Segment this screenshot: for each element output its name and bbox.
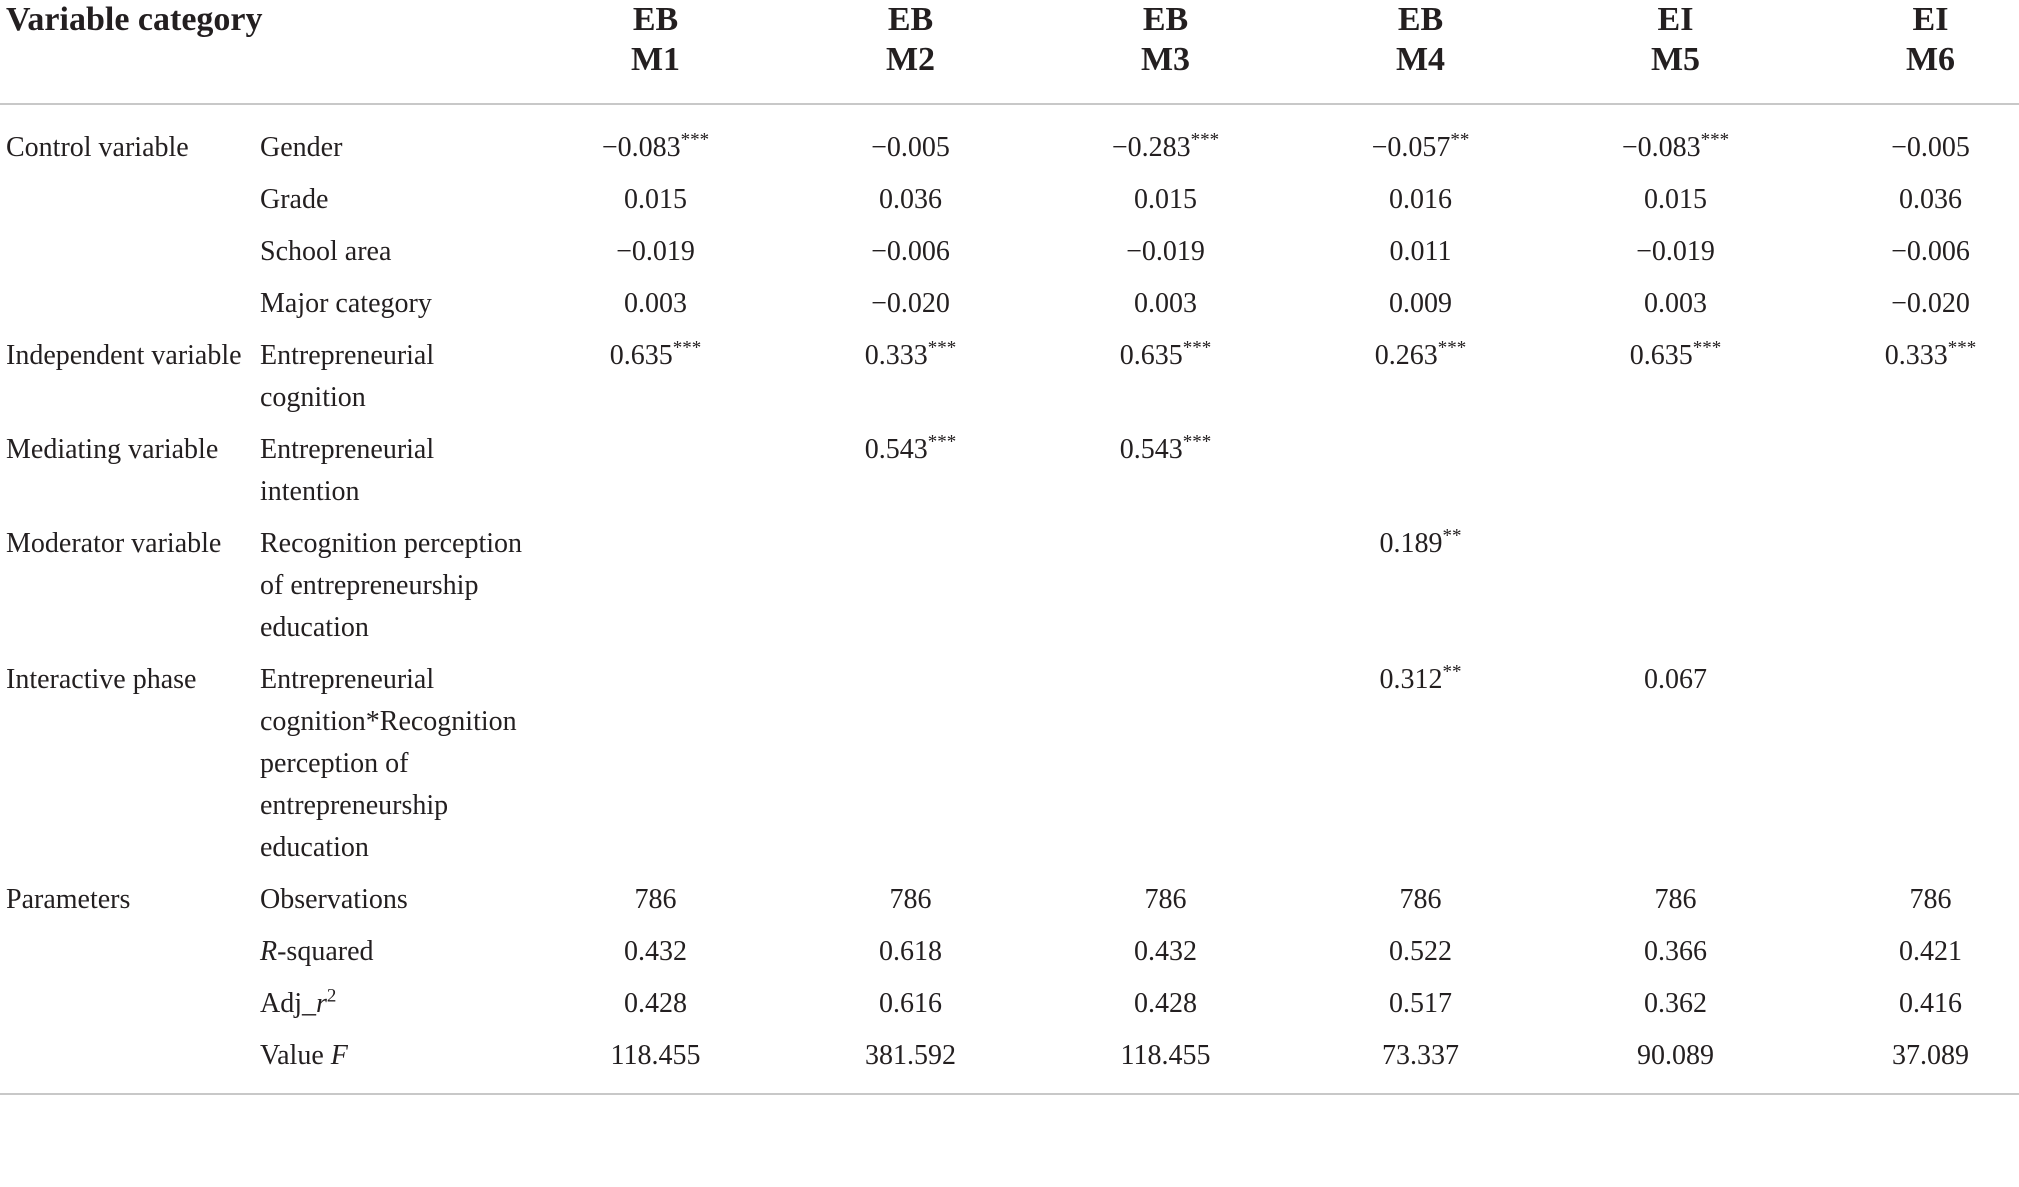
coefficient-cell-m4: 0.522 — [1389, 936, 1453, 967]
coefficient-cell-m1: −0.019 — [616, 236, 695, 267]
table-row — [0, 226, 2019, 278]
table-row — [0, 278, 2019, 330]
coefficient-cell-m6 — [1803, 424, 2019, 518]
coefficient-cell-m2: −0.006 — [871, 236, 950, 267]
model-header-dependent: EB — [1397, 1, 1444, 38]
coefficient-cell-m4: 786 — [1399, 884, 1442, 915]
model-header-label: M5 — [1650, 41, 1701, 78]
table-row — [0, 424, 2019, 518]
variable-category-cell: Interactive phase — [6, 664, 197, 695]
coefficient-cell-m4: 0.517 — [1389, 988, 1453, 1019]
model-header-dependent: EB — [1142, 1, 1189, 38]
table-row — [0, 654, 2019, 874]
coefficient-cell-m1: −0.083*** — [601, 129, 710, 163]
coefficient-cell-m2 — [783, 654, 1038, 874]
model-header-m2 — [783, 0, 1038, 104]
variable-name-cell: School area — [260, 236, 392, 267]
model-header-m4 — [1293, 0, 1548, 104]
table-row — [0, 978, 2019, 1030]
table-row — [0, 174, 2019, 226]
coefficient-cell-m5: −0.083*** — [1621, 129, 1730, 163]
variable-category-cell: Control variable — [6, 132, 189, 163]
model-header-label: M1 — [630, 41, 681, 78]
model-header-label: M6 — [1905, 41, 1956, 78]
variable-category-cell — [0, 278, 254, 330]
coefficient-cell-m3: 0.432 — [1134, 936, 1198, 967]
model-header-m5 — [1548, 0, 1803, 104]
variable-name-cell: Recognition perception of entrepreneurship education — [260, 528, 523, 643]
coefficient-cell-m2: 0.036 — [879, 184, 943, 215]
variable-name-cell: R-squared — [260, 936, 374, 967]
header-row — [0, 0, 2019, 104]
coefficient-cell-m6: 37.089 — [1803, 1030, 2019, 1094]
coefficient-cell-m6: −0.020 — [1891, 288, 1970, 319]
coefficient-cell-m2: 381.592 — [783, 1030, 1038, 1094]
coefficient-cell-m2 — [783, 518, 1038, 654]
table-row — [0, 518, 2019, 654]
variable-category-cell — [0, 1030, 254, 1094]
table-row — [0, 330, 2019, 424]
variable-category-cell: Moderator variable — [6, 528, 222, 559]
coefficient-cell-m1 — [528, 654, 783, 874]
variable-name-cell: Entrepreneurial intention — [260, 434, 435, 507]
coefficient-cell-m1: 0.003 — [624, 288, 688, 319]
coefficient-cell-m4: 0.009 — [1389, 288, 1453, 319]
coefficient-cell-m5: 786 — [1654, 884, 1697, 915]
model-header-label: M4 — [1395, 41, 1446, 78]
coefficient-cell-m4: 0.016 — [1389, 184, 1453, 215]
variable-name-cell: Major category — [260, 288, 432, 319]
coefficient-cell-m5: 0.067 — [1644, 664, 1708, 695]
coefficient-cell-m3: 0.015 — [1134, 184, 1198, 215]
coefficient-cell-m4: 0.011 — [1389, 236, 1452, 267]
coefficient-cell-m6: 0.036 — [1899, 184, 1963, 215]
coefficient-cell-m5: 90.089 — [1548, 1030, 1803, 1094]
table-header — [0, 0, 2019, 104]
variable-name-cell: $Adj\_r^2$ — [260, 985, 337, 1019]
coefficient-cell-m2: −0.020 — [871, 288, 950, 319]
coefficient-cell-m5 — [1548, 518, 1803, 654]
coefficient-cell-m4 — [1293, 424, 1548, 518]
model-header-m1 — [528, 0, 783, 104]
coefficient-cell-m3: −0.283*** — [1111, 129, 1220, 163]
variable-category-cell — [0, 174, 254, 226]
coefficient-cell-m3: −0.019 — [1126, 236, 1205, 267]
model-header-dependent: EI — [1912, 1, 1949, 38]
coefficient-cell-m1: 118.455 — [528, 1030, 783, 1094]
coefficient-cell-m4: 0.189** — [1379, 525, 1462, 559]
coefficient-cell-m6 — [1803, 654, 2019, 874]
variable-category-cell — [0, 226, 254, 278]
coefficient-cell-m3: 0.428 — [1134, 988, 1198, 1019]
coefficient-cell-m1: 786 — [634, 884, 677, 915]
coefficient-cell-m1: 0.015 — [624, 184, 688, 215]
variable-category-cell: Mediating variable — [6, 434, 219, 465]
coefficient-cell-m4: 0.312** — [1379, 661, 1462, 695]
coefficient-cell-m3: 0.543*** — [1119, 431, 1212, 465]
coefficient-cell-m5: 0.003 — [1644, 288, 1708, 319]
variable-name-cell: Grade — [260, 184, 329, 215]
variable-category-cell — [0, 926, 254, 978]
coefficient-cell-m6 — [1803, 518, 2019, 654]
coefficient-cell-m4: −0.057** — [1371, 129, 1470, 163]
table-row — [0, 104, 2019, 174]
coefficient-cell-m4: 0.263*** — [1374, 337, 1467, 371]
coefficient-cell-m2: 0.618 — [879, 936, 943, 967]
model-header-dependent: EB — [632, 1, 679, 38]
coefficient-cell-m2: −0.005 — [871, 132, 950, 163]
variable-name-cell: Observations — [260, 884, 408, 915]
coefficient-cell-m3: 786 — [1144, 884, 1187, 915]
coefficient-cell-m3: 0.635*** — [1119, 337, 1212, 371]
coefficient-cell-m6: −0.005 — [1891, 132, 1970, 163]
variable-category-cell — [0, 978, 254, 1030]
coefficient-cell-m5: 0.362 — [1644, 988, 1708, 1019]
coefficient-cell-m1: 0.428 — [624, 988, 688, 1019]
coefficient-cell-m3 — [1038, 654, 1293, 874]
table-row — [0, 1030, 2019, 1094]
variable-category-cell: Parameters — [6, 884, 131, 915]
coefficient-cell-m4: 73.337 — [1293, 1030, 1548, 1094]
coefficient-cell-m5: 0.635*** — [1629, 337, 1722, 371]
coefficient-cell-m3 — [1038, 518, 1293, 654]
table-body — [0, 104, 2019, 1094]
variable-category-cell: Independent variable — [6, 340, 242, 371]
coefficient-cell-m5: −0.019 — [1636, 236, 1715, 267]
model-header-m6 — [1803, 0, 2019, 104]
coefficient-cell-m3: 118.455 — [1038, 1030, 1293, 1094]
coefficient-cell-m5 — [1548, 424, 1803, 518]
coefficient-cell-m2: 0.333*** — [864, 337, 957, 371]
coefficient-cell-m6: 0.333*** — [1884, 337, 1977, 371]
coefficient-cell-m2: 0.543*** — [864, 431, 957, 465]
variable-name-cell: Entrepreneurial cognition — [260, 340, 435, 413]
table-row — [0, 926, 2019, 978]
variable-name-cell: Value F — [254, 1030, 528, 1094]
coefficient-cell-m5: 0.366 — [1644, 936, 1708, 967]
variable-name-cell: Entrepreneurial cognition*Recognition perception of entrepreneurship education — [260, 664, 517, 863]
coefficient-cell-m5: 0.015 — [1644, 184, 1708, 215]
model-header-dependent: EB — [887, 1, 934, 38]
coefficient-cell-m1: 0.635*** — [609, 337, 702, 371]
model-header-label: M3 — [1140, 41, 1191, 78]
coefficient-cell-m2: 0.616 — [879, 988, 943, 1019]
coefficient-cell-m2: 786 — [889, 884, 932, 915]
variable-category-header: Variable category — [0, 0, 528, 104]
coefficient-cell-m1 — [528, 518, 783, 654]
coefficient-cell-m1: 0.432 — [624, 936, 688, 967]
model-header-m3 — [1038, 0, 1293, 104]
model-header-dependent: EI — [1657, 1, 1694, 38]
variable-name-cell: Gender — [260, 132, 343, 163]
coefficient-cell-m6: 0.421 — [1899, 936, 1963, 967]
coefficient-cell-m1 — [528, 424, 783, 518]
table-row — [0, 874, 2019, 926]
coefficient-cell-m6: −0.006 — [1891, 236, 1970, 267]
coefficient-cell-m3: 0.003 — [1134, 288, 1198, 319]
coefficient-cell-m6: 0.416 — [1899, 988, 1963, 1019]
model-header-label: M2 — [885, 41, 936, 78]
coefficient-cell-m6: 786 — [1909, 884, 1952, 915]
